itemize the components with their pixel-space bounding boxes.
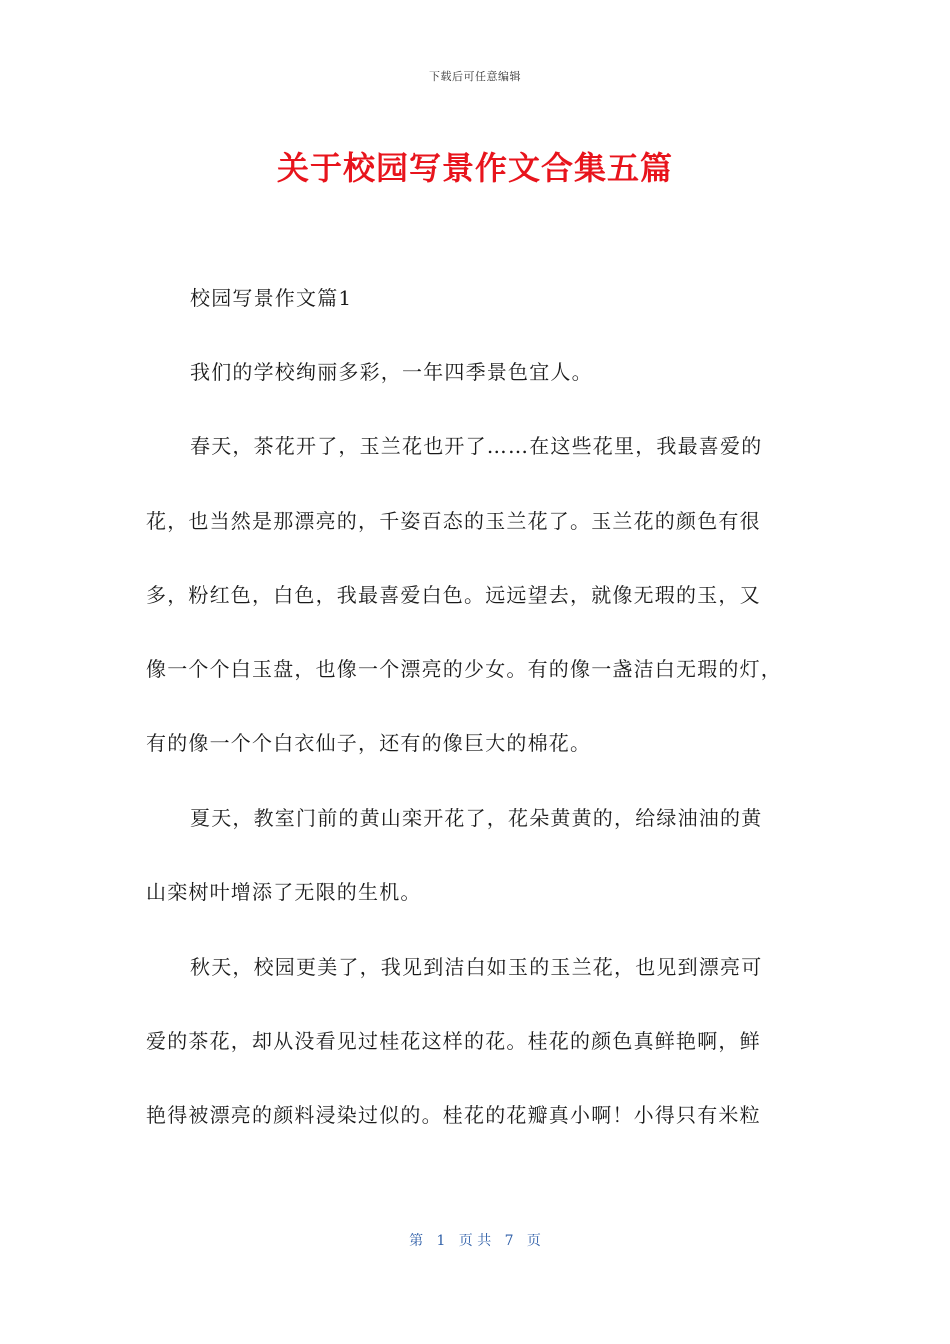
section-heading: 校园写景作文篇1: [190, 286, 353, 310]
paragraph-line: 夏天，教室门前的黄山栾开花了，花朵黄黄的，给绿油油的黄: [190, 806, 763, 830]
document-title: 关于校园写景作文合集五篇: [276, 149, 673, 187]
header-note: 下载后可任意编辑: [429, 70, 521, 83]
paragraph-line: 像一个个白玉盘，也像一个漂亮的少女。有的像一盏洁白无瑕的灯，: [146, 657, 782, 681]
paragraph-line: 多，粉红色，白色，我最喜爱白色。远远望去，就像无瑕的玉，又: [146, 583, 761, 607]
paragraph-line: 花，也当然是那漂亮的，千姿百态的玉兰花了。玉兰花的颜色有很: [146, 509, 761, 533]
paragraph-line: 春天，茶花开了，玉兰花也开了……在这些花里，我最喜爱的: [190, 434, 763, 458]
paragraph-line: 秋天，校园更美了，我见到洁白如玉的玉兰花，也见到漂亮可: [190, 955, 763, 979]
paragraph-line: 有的像一个个白衣仙子，还有的像巨大的棉花。: [146, 731, 592, 755]
paragraph-line: 艳得被漂亮的颜料浸染过似的。桂花的花瓣真小啊！小得只有米粒: [146, 1103, 761, 1127]
paragraph-line: 爱的茶花，却从没看见过桂花这样的花。桂花的颜色真鲜艳啊，鲜: [146, 1029, 761, 1053]
paragraph-line: 山栾树叶增添了无限的生机。: [146, 880, 422, 904]
page-number-footer: 第 1 页 共 7 页: [409, 1233, 541, 1249]
paragraph-line: 我们的学校绚丽多彩，一年四季景色宜人。: [190, 360, 593, 384]
